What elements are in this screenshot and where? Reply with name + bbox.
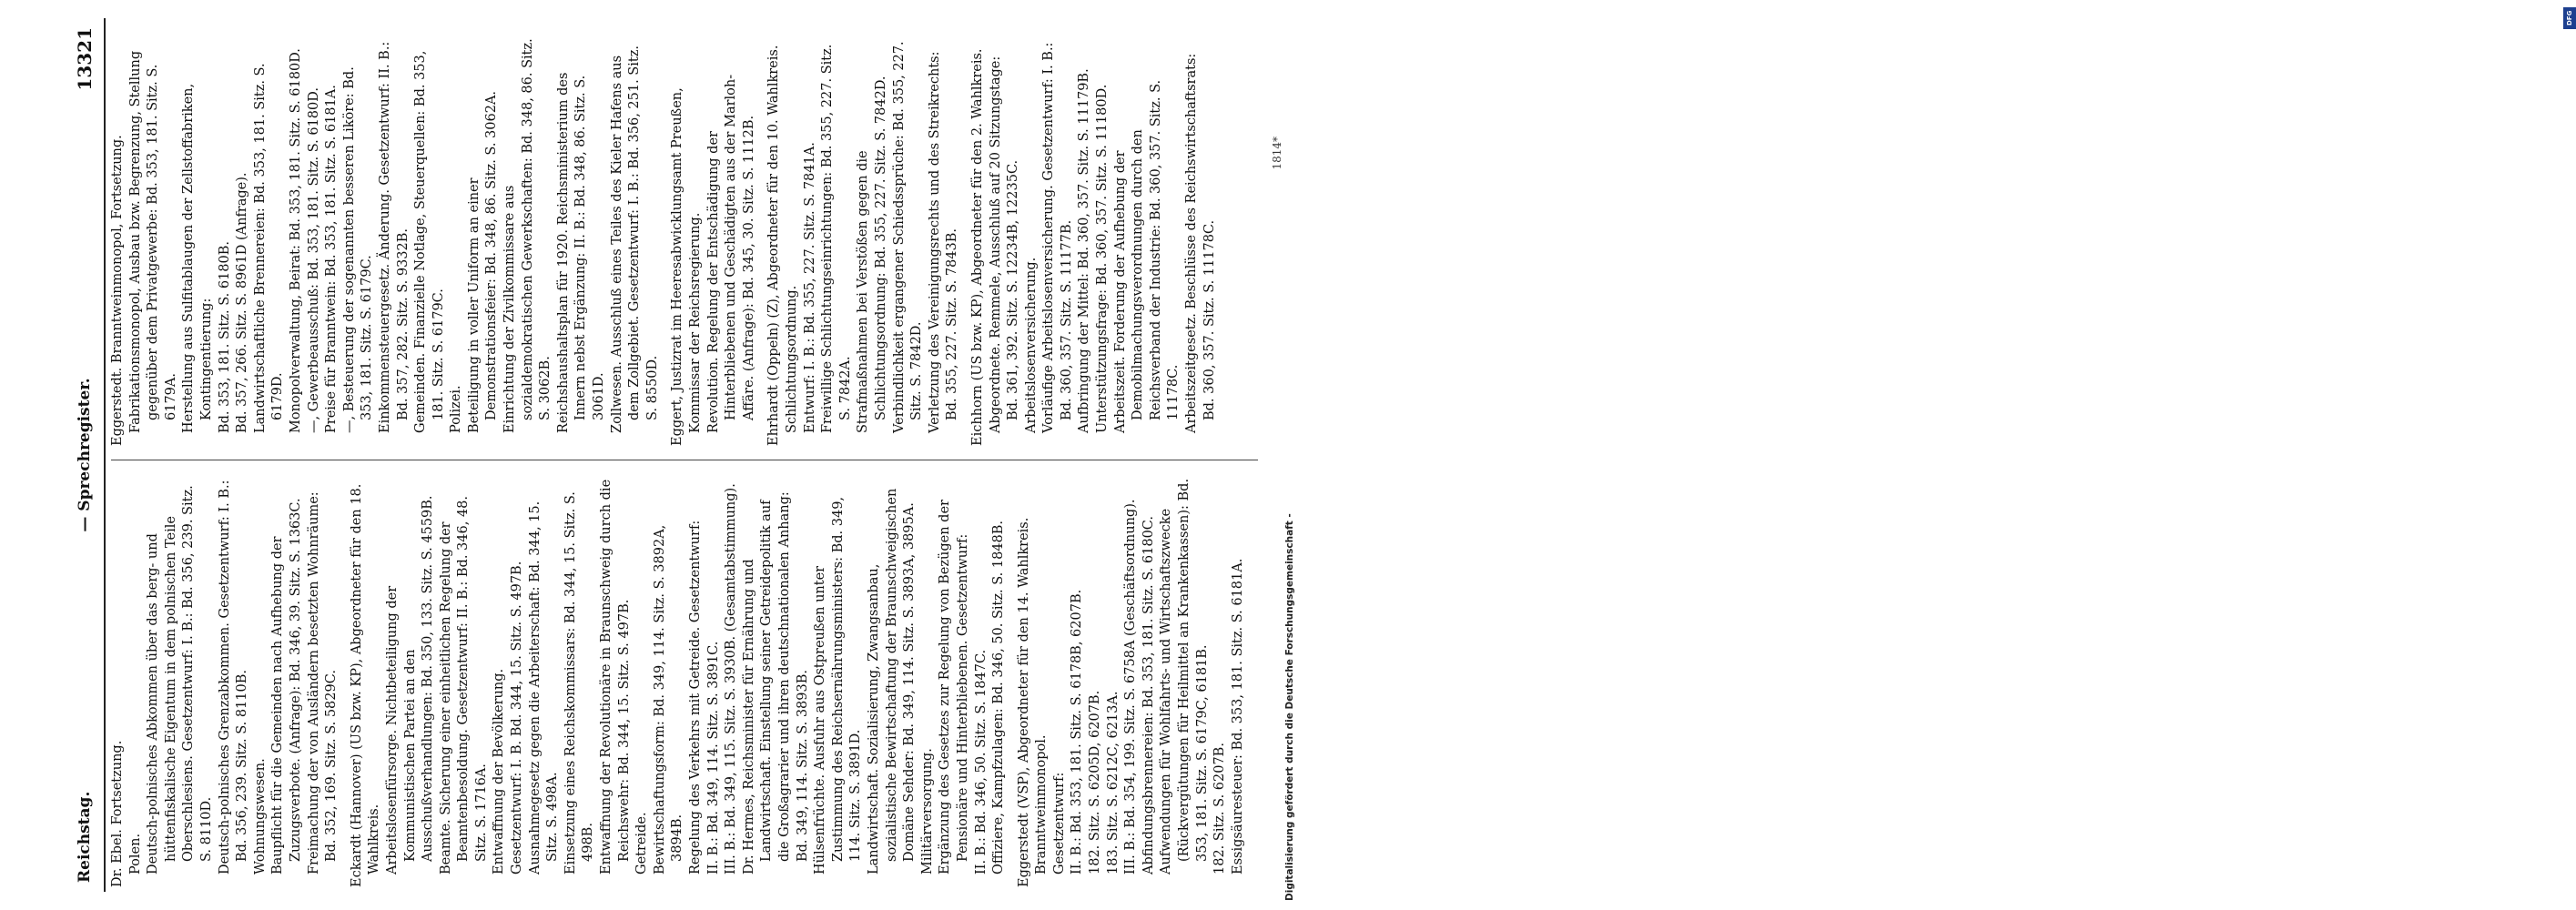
page-number: 13321 — [74, 27, 96, 91]
entry-line: Arbeitslosenversicherung. — [1023, 257, 1039, 433]
entry-line: Getreide. — [634, 812, 650, 875]
entry-line: Preise für Branntwein: Bd. 353, 181. Sitz. S. 6181A. — [324, 85, 340, 433]
register-entry — [109, 478, 341, 887]
right-column — [109, 36, 1265, 446]
entry-line: Landwirtschaft. Sozialisierung, Zwangsanbau, sozialistische Bewirtschaftung der Braunschweigischen Domäne Sehder: Bd. 349, 114. Sitz. S. 3893A, 3895A. — [866, 488, 918, 875]
entry-line: Polen. — [127, 833, 143, 875]
entry-line: Unterstützungsfrage: Bd. 360, 357. Sitz. S. 11180D. — [1095, 84, 1111, 433]
entry-line: Bd. 353, 181. Sitz. S. 6180B. — [217, 240, 232, 433]
member-name: Ehrhardt — [766, 385, 782, 446]
entry-line: Zollwesen. Ausschluß eines Teiles des Kieler Hafens aus dem Zollgebiet. Gesetzentwurf: I. B.: Bd. 356, 251. Sitz. S. 8550D. — [609, 46, 660, 433]
entry-line: II. B.: Bd. 346, 50. Sitz. S. 1847C. — [973, 649, 989, 875]
entry-line: Reichshaushaltsplan für 1920. Reichsministerium des Innern nebst Ergänzung: II. B.: Bd. 348, 86. Sitz. S. 3061D. — [555, 72, 607, 433]
entry-line: II. B.: Bd. 353, 181. Sitz. S. 6178B, 6207B. — [1070, 589, 1085, 875]
entry-line: Bewirtschaftungsform: Bd. 349, 114. Sitz. S. 3892A, 3894B. — [652, 524, 685, 875]
rotated-document-page — [18, 0, 1283, 910]
header-left: Reichstag. — [76, 791, 94, 883]
page-header — [68, 18, 105, 892]
entry-line: Abfindungsbrennereien: Bd. 353, 181. Sitz. S. 6180C. — [1141, 516, 1156, 875]
entry-line: Beamte. Sicherung einer einheitlichen Regelung der Beamtenbesoldung. Gesetzentwurf: II. B.: Bd. 346, 48. Sitz. S. 1716A. — [438, 496, 489, 875]
entry-line: Freimachung der von Ausländern besetzten Wohnräume: Bd. 352, 169. Sitz. S. 5829C. — [306, 491, 340, 875]
header-title: — Sprechregister. — [76, 378, 94, 532]
entry-line: III. B.: Bd. 349, 115. Sitz. S. 3930B. (Gesamtabstimmung). — [724, 483, 739, 875]
member-name: Eggert — [670, 399, 685, 446]
entry-line: Vorläufige Arbeitslosenversicherung. Gesetzentwurf: I. B.: Bd. 360, 357. Sitz. S. 11177B. — [1041, 42, 1074, 433]
digitization-text: Digitalisierung gefördert durch die Deutsche Forschungsgemeinschaft - — [1284, 513, 1295, 901]
entry-line: Entwaffnung der Revolutionäre in Braunschweig durch die Reichswehr: Bd. 344, 15. Sitz. S. 497B. — [599, 479, 632, 875]
entry-heading: Ehrhardt (Oppeln) (Z), Abgeordneter für den 10. Wahlkreis. — [766, 45, 782, 446]
entry-line: —, Gewerbeausschuß: Bd. 353, 181. Sitz. S. 6180D. — [306, 87, 321, 433]
entry-line: Gesetzentwurf: I. B. Bd. 344, 15. Sitz. S. 497B. — [510, 561, 525, 875]
entry-line: Baupflicht für die Gemeinden nach Aufhebung der Zuzugsverbote. (Anfrage): Bd. 346, 39. Sitz. S. 1363C. — [270, 498, 303, 875]
entry-line: Einkommensteuergesetz. Änderung. Gesetzentwurf: II. B.: Bd. 357, 282. Sitz. S. 9332B. — [377, 41, 411, 433]
entry-line: Arbeitslosenfürsorge. Nichtbeteiligung der Kommunistischen Partei an den Ausschußverhandlungen: Bd. 350, 133. Sitz. S. 4559B. — [384, 495, 436, 875]
entry-line: Strafmaßnahmen bei Verstößen gegen die Schlichtungsordnung: Bd. 355, 227. Sitz. S. 7842D. — [856, 76, 888, 433]
entry-line: Verbindlichkeit ergangener Schiedssprüche: Bd. 355, 227. Sitz. S. 7842D. — [891, 41, 925, 433]
entry-line: —, Besteuerung der sogenannten besseren Liköre: Bd. 353, 181. Sitz. S. 6179C. — [341, 66, 375, 433]
register-entry — [349, 478, 1009, 887]
entry-line: Branntweinmonopol. — [1034, 734, 1050, 875]
left-column — [109, 478, 1265, 887]
entry-line: Schlichtungsordnung. — [784, 285, 799, 433]
entry-line: Dr. Hermes, Reichsminister für Ernährung und Landwirtschaft. Einstellung seiner Getreidepolitik auf die Großagrarier und ihren deutschnationalen Anhang: Bd. 349, 114. Sitz. S. 3893B. — [741, 491, 810, 875]
entry-heading: Eggerstedt (VSP), Abgeordneter für den 14. Wahlkreis. — [1016, 517, 1031, 887]
entry-heading: Eggert, Justizrat im Heeresabwicklungsamt Preußen, Kommissar der Reichsregierung. — [670, 87, 703, 446]
entry-line: Beteiligung in voller Uniform an einer Demonstrationsfeier: Bd. 348, 86. Sitz. S. 3062A. — [466, 90, 500, 433]
entry-line: Militärversorgung. — [919, 748, 935, 875]
entry-line: Ausnahmegesetz gegen die Arbeiterschaft: Bd. 344, 15. Sitz. S. 498A. — [527, 500, 561, 875]
entry-line: Hülsenfrüchte. Ausfuhr aus Ostpreußen unter Zustimmung des Reichsernährungsministers: Bd. 349, 114. Sitz. S. 3891D. — [813, 496, 864, 875]
entry-line: Aufbringung der Mittel: Bd. 360, 357. Sitz. S. 11179B. — [1077, 68, 1092, 433]
entry-line: III. B.: Bd. 354, 199. Sitz. S. 6758A (Geschäftsordnung). — [1123, 499, 1139, 875]
entry-line: II. B.: Bd. 349, 114. Sitz. S. 3891C. — [705, 641, 721, 875]
entry-line: 182. Sitz. S. 6205D, 6207B. — [1088, 690, 1103, 875]
entry-line: Revolution. Regelung der Entschädigung der Hinterbliebenen und Geschädigten aus der Marloh-Affäre. (Anfrage): Bd. 345, 30. Sitz. S. 1112B. — [705, 74, 756, 433]
register-entry — [669, 36, 758, 446]
member-name: Dr. Ebel. — [110, 829, 125, 887]
entry-line: Gesetzentwurf: — [1051, 772, 1067, 875]
register-entry — [766, 36, 962, 446]
entry-line: Essigsäuresteuer: Bd. 353, 181. Sitz. S. 6181A. — [1230, 558, 1245, 875]
dfg-logo: DFG — [2563, 7, 2576, 29]
entry-line: Arbeitszeitgesetz. Beschlüsse des Reichswirtschaftsrats: Bd. 360, 357. Sitz. S. 11178C. — [1184, 53, 1217, 433]
member-name: Eichhorn — [969, 384, 985, 446]
footer-page-number: 1814* — [1271, 136, 1283, 170]
entry-line: Abgeordnete. Remmele, Ausschluß auf 20 Sitzungstage: Bd. 361, 392. Sitz. S. 12234B, 12235C. — [988, 56, 1021, 433]
entry-line: Einrichtung der Zivilkommissare aus sozialdemokratischen Gewerkschaften: Bd. 348, 86. Sitz. S. 3062B. — [502, 38, 553, 433]
entry-line: Fabrikationsmonopol, Ausbau bzw. Begrenzung, Stellung gegenüber dem Privatgewerbe: Bd. 353, 181. Sitz. S. 6179A. — [127, 50, 178, 433]
entry-line: Monopolverwaltung, Beirat: Bd. 353, 181. Sitz. S. 6180D. — [288, 48, 303, 433]
entry-line: Verletzung des Vereinigungsrechts und des Streikrechts: Bd. 355, 227. Sitz. S. 7843B. — [927, 51, 960, 433]
member-name: Eckardt — [349, 834, 364, 887]
entry-line: 182. Sitz. S. 6207B. — [1212, 743, 1228, 875]
entry-line: Aufwendungen für Wohlfahrts- und Wirtschaftszwecke (Rückvergütungen für Heilmittel an Krankenkassen): Bd. 353, 181. Sitz. S. 6179C, 6181B. — [1159, 478, 1210, 875]
entry-heading: Eggerstedt. Branntweinmonopol, Fortsetzung. — [110, 135, 125, 446]
entry-line: Entwurf: I. B.: Bd. 355, 227. Sitz. S. 7841A. — [802, 142, 817, 433]
header-rule — [104, 18, 106, 892]
entry-line: Polizei. — [449, 385, 464, 433]
entry-line: Deutsch-polnisches Grenzabkommen. Gesetzentwurf: I. B.: Bd. 356, 239. Sitz. S. 8110B. — [217, 480, 250, 875]
entry-line: Herstellung aus Sulfitablaugen der Zellstoffabriken, Kontingentierung: — [181, 83, 214, 433]
entry-heading: Eckardt (Hannover) (US bzw. KP), Abgeordneter für den 18. Wahlkreis. — [349, 483, 382, 887]
member-name: Eggerstedt — [1016, 813, 1031, 887]
entry-line: Wohnungswesen. — [252, 758, 268, 875]
entry-line: Bd. 357, 266. Sitz. S. 8961D (Anfrage). — [235, 172, 250, 433]
register-entry — [109, 36, 662, 446]
entry-line: Einsetzung eines Reichskommissars: Bd. 344, 15. Sitz. S. 498B. — [563, 491, 596, 875]
member-name: Eggerstedt — [110, 371, 125, 446]
entry-line: Offiziere, Kampfzulagen: Bd. 346, 50. Sitz. S. 1848B. — [991, 520, 1007, 875]
entry-line: 183. Sitz. S. 6212C, 6213A. — [1105, 691, 1121, 875]
entry-heading: Eichhorn (US bzw. KP), Abgeordneter für den 2. Wahlkreis. — [969, 48, 985, 446]
entry-line: Arbeitszeit. Forderung der Aufhebung der Demobilmachungsverordnungen durch den Reichsverband der Industrie: Bd. 360, 357. Sitz. S. 11178C. — [1112, 79, 1182, 433]
entry-line: Freiwillige Schlichtungseinrichtungen: Bd. 355, 227. Sitz. S. 7842A. — [820, 44, 853, 433]
entry-line: Gemeinden. Finanzielle Notlage, Steuerquellen: Bd. 353, 181. Sitz. S. 6179C. — [413, 50, 446, 433]
entry-line: Regelung des Verkehrs mit Getreide. Gesetzentwurf: — [688, 520, 703, 875]
entry-line: Landwirtschaftliche Brennereien: Bd. 353, 181. Sitz. S. 6179D. — [252, 63, 286, 433]
entry-heading: Dr. Ebel. Fortsetzung. — [110, 740, 125, 887]
entry-line: Entwaffnung der Bevölkerung. — [492, 668, 507, 875]
entry-line: Ergänzung des Gesetzes zur Regelung von Bezügen der Pensionäre und Hinterbliebenen. Gesetzentwurf: — [938, 500, 970, 875]
register-entry — [969, 36, 1219, 446]
entry-line: Deutsch-polnisches Abkommen über das berg- und hüttenfiskalische Eigentum in dem polnischen Teile Oberschlesiens. Gesetzentwurf: I. B.: Bd. 356, 239. Sitz. S. 8110D. — [146, 485, 214, 875]
register-entry — [1016, 478, 1248, 887]
